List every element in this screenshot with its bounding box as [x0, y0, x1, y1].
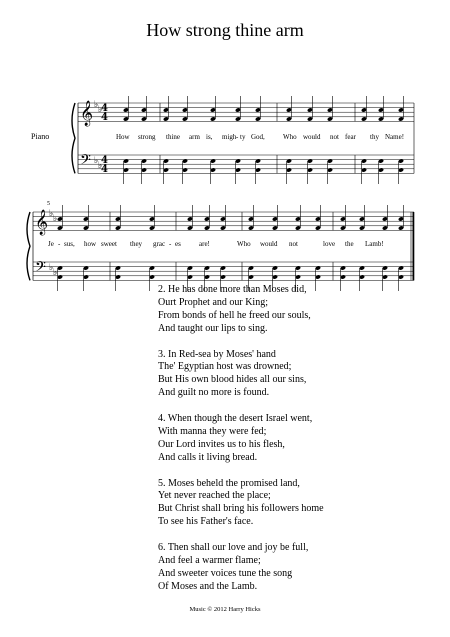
verse-2	[158, 284, 324, 336]
verse-line: And taught our lips to sing.	[158, 322, 268, 334]
lyric-syllable: strong	[138, 133, 156, 141]
time-signature: 4	[101, 112, 108, 123]
time-signature: 4	[101, 164, 108, 175]
verse-line: 3. In Red-sea by Moses' hand	[158, 348, 276, 360]
lyric-syllable: how	[84, 240, 97, 248]
verse-3	[158, 349, 324, 401]
verse-line: And feel a warmer flame;	[158, 554, 261, 566]
verse-5	[158, 478, 324, 530]
lyric-syllable: fear	[345, 133, 356, 141]
flat-icon: ♭	[53, 214, 58, 224]
lyric-syllable: Je	[48, 240, 54, 248]
lyric-syllable: ty	[240, 133, 246, 141]
lyric-syllable: are!	[199, 240, 210, 248]
verse-line: With manna they were fed;	[158, 425, 267, 437]
lyric-syllable: migh	[222, 133, 237, 141]
flat-icon: ♭	[94, 100, 99, 110]
lyric-syllable: -	[236, 133, 239, 141]
lyric-syllable: es	[175, 240, 181, 248]
verse-line: From bonds of hell he freed our souls,	[158, 309, 311, 321]
lyric-syllable: the	[345, 240, 354, 248]
instrument-label: Piano	[31, 132, 50, 141]
lyric-syllable: love	[323, 240, 336, 248]
verse-line: And sweeter voices tune the song	[158, 567, 293, 579]
lyric-syllable: Lamb!	[365, 240, 384, 248]
flat-icon: ♭	[49, 263, 54, 273]
flat-icon: ♭	[98, 161, 103, 171]
flat-icon: ♭	[53, 268, 58, 278]
flat-icon: ♭	[98, 105, 103, 115]
lyric-syllable: not	[289, 240, 298, 248]
lyric-syllable: -	[58, 240, 61, 248]
verse-line: The' Egyptian host was drowned;	[158, 361, 292, 373]
lyric-syllable: is,	[206, 133, 213, 141]
lyric-syllable: not	[330, 133, 339, 141]
lyric-syllable: sweet	[101, 240, 117, 248]
staff-lines	[27, 103, 414, 280]
verse-line: But Christ shall bring his followers home	[158, 503, 324, 515]
verse-line: Yet never reached the place;	[158, 490, 271, 502]
verse-4	[158, 413, 324, 465]
flat-icon: ♭	[49, 209, 54, 219]
verse-line: 6. Then shall our love and joy be full,	[158, 542, 309, 554]
lyric-syllable: thine	[166, 133, 180, 141]
copyright-footer: Music © 2012 Harry Hicks	[189, 606, 261, 613]
verse-line: And calls it living bread.	[158, 451, 258, 463]
time-signature: 4	[101, 103, 108, 114]
verse-line: 5. Moses beheld the promised land,	[158, 477, 300, 489]
verse-line: And guilt no more is found.	[158, 387, 270, 399]
time-signature: 4	[101, 155, 108, 166]
lyric-syllable: they	[130, 240, 143, 248]
verse-line: Ourt Prophet and our King;	[158, 296, 268, 308]
lyric-syllable: God,	[251, 133, 265, 141]
lyric-syllable: Name!	[385, 133, 405, 141]
flat-icon: ♭	[94, 156, 99, 166]
verse-6	[158, 542, 324, 594]
verse-line: But His own blood hides all our sins,	[158, 374, 307, 386]
lyric-syllable: sus,	[64, 240, 75, 248]
treble-clef-icon: 𝄞	[35, 210, 49, 235]
lyric-syllable: How	[116, 133, 130, 141]
lyric-syllable: would	[260, 240, 278, 248]
measure-number: 5	[47, 201, 50, 207]
brace-icon	[27, 212, 30, 280]
verse-line: Our Lord invites us to his flesh,	[158, 438, 285, 450]
lyric-syllable: Who	[237, 240, 251, 248]
verse-line: Of Moses and the Lamb.	[158, 580, 258, 592]
final-barline	[413, 212, 415, 280]
lyric-syllable: arm	[189, 133, 200, 141]
brace-icon	[72, 103, 75, 173]
treble-clef-icon: 𝄞	[80, 101, 94, 126]
lyric-syllable: -	[169, 240, 172, 248]
lyric-syllable: would	[303, 133, 321, 141]
page-title: How strong thine arm	[146, 20, 304, 40]
verse-line: 2. He has done more than Moses did,	[158, 284, 307, 295]
clefs	[35, 100, 108, 279]
lyric-syllable: grac	[153, 240, 166, 248]
verse-line: To see his Father's face.	[158, 516, 254, 528]
lyric-syllable: thy	[370, 133, 379, 141]
verses-block	[158, 284, 324, 607]
verse-line: 4. When though the desert Israel went,	[158, 413, 313, 425]
bass-clef-icon: 𝄢	[35, 259, 46, 279]
lyric-syllable: Who	[283, 133, 297, 141]
bass-clef-icon: 𝄢	[80, 152, 91, 172]
